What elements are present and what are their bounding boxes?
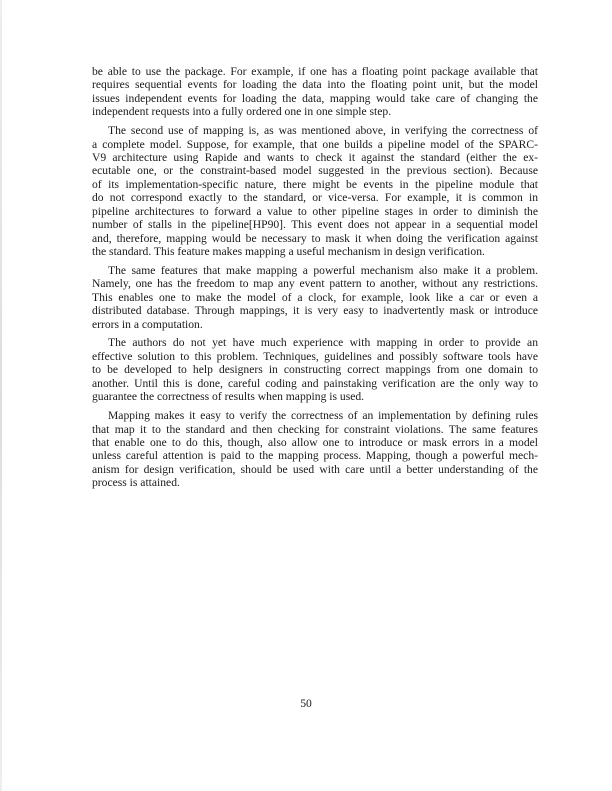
text-line: do not correspond exactly to the standard, or vice-versa. For example, it is common in xyxy=(92,191,538,205)
scan-edge xyxy=(0,0,2,791)
text-line: anism for design verification, should be used with care until a better understanding of the xyxy=(92,462,538,476)
text-line: This enables one to make the model of a clock, for example, look like a car or even a xyxy=(92,290,538,304)
text-line: unless careful attention is paid to the mapping process. Mapping, though a powerful mech- xyxy=(92,449,538,463)
text-line: effective solution to this problem. Techniques, guidelines and possibly software tools have xyxy=(92,349,538,363)
text-line: Namely, one has the freedom to map any event pattern to another, without any restrictions. xyxy=(92,277,538,291)
text-line: guarantee the correctness of results when mapping is used. xyxy=(92,390,365,404)
text-line: to be developed to help designers in constructing correct mappings from one domain to xyxy=(92,363,538,377)
text-line: process is attained. xyxy=(92,476,180,490)
paragraph xyxy=(92,336,538,403)
paragraph xyxy=(92,65,538,119)
body-text xyxy=(92,65,538,495)
text-line: be able to use the package. For example, if one has a floating point package available that xyxy=(92,65,538,78)
text-line: The authors do not yet have much experience with mapping in order to provide an xyxy=(108,336,538,350)
text-line: requires sequential events for loading the data into the floating point unit, but the model xyxy=(92,78,538,92)
text-line: The second use of mapping is, as was mentioned above, in verifying the correctness of xyxy=(108,124,538,138)
text-line: independent requests into a fully ordered one in one simple step. xyxy=(92,105,392,119)
text-line: ecutable one, or the constraint-based model suggested in the previous section). Because xyxy=(92,164,538,178)
page-number: 50 xyxy=(300,697,312,710)
text-line: The same features that make mapping a powerful mechanism also make it a problem. xyxy=(108,263,538,277)
text-line: that enable one to do this, though, also allow one to introduce or mask errors in a model xyxy=(92,435,538,449)
text-line: that map it to the standard and then checking for constraint violations. The same features xyxy=(92,422,538,436)
text-line: of its implementation-specific nature, there might be events in the pipeline module that xyxy=(92,177,538,191)
text-line: another. Until this is done, careful coding and painstaking verification are the only way to xyxy=(92,376,538,390)
text-line: Mapping makes it easy to verify the correctness of an implementation by defining rules xyxy=(108,409,538,423)
text-line: errors in a computation. xyxy=(92,317,203,331)
text-line: V9 architecture using Rapide and wants to check it against the standard (either the ex- xyxy=(92,151,538,165)
text-line: distributed database. Through mappings, it is very easy to inadvertently mask or introduce xyxy=(92,304,538,318)
text-line: a complete model. Suppose, for example, that one builds a pipeline model of the SPARC- xyxy=(92,137,538,151)
paragraph xyxy=(92,124,538,258)
text-line: issues independent events for loading the data, mapping would take care of changing the xyxy=(92,91,538,105)
paragraph xyxy=(92,264,538,331)
text-line: number of stalls in the pipeline[HP90]. This event does not appear in a sequential model xyxy=(92,218,538,232)
text-line: and, therefore, mapping would be necessary to mask it when doing the verification against xyxy=(92,231,538,245)
text-line: pipeline architectures to forward a value to other pipeline stages in order to diminish the xyxy=(92,204,538,218)
text-line: the standard. This feature makes mapping a useful mechanism in design verification. xyxy=(92,245,485,259)
paragraph xyxy=(92,409,538,490)
